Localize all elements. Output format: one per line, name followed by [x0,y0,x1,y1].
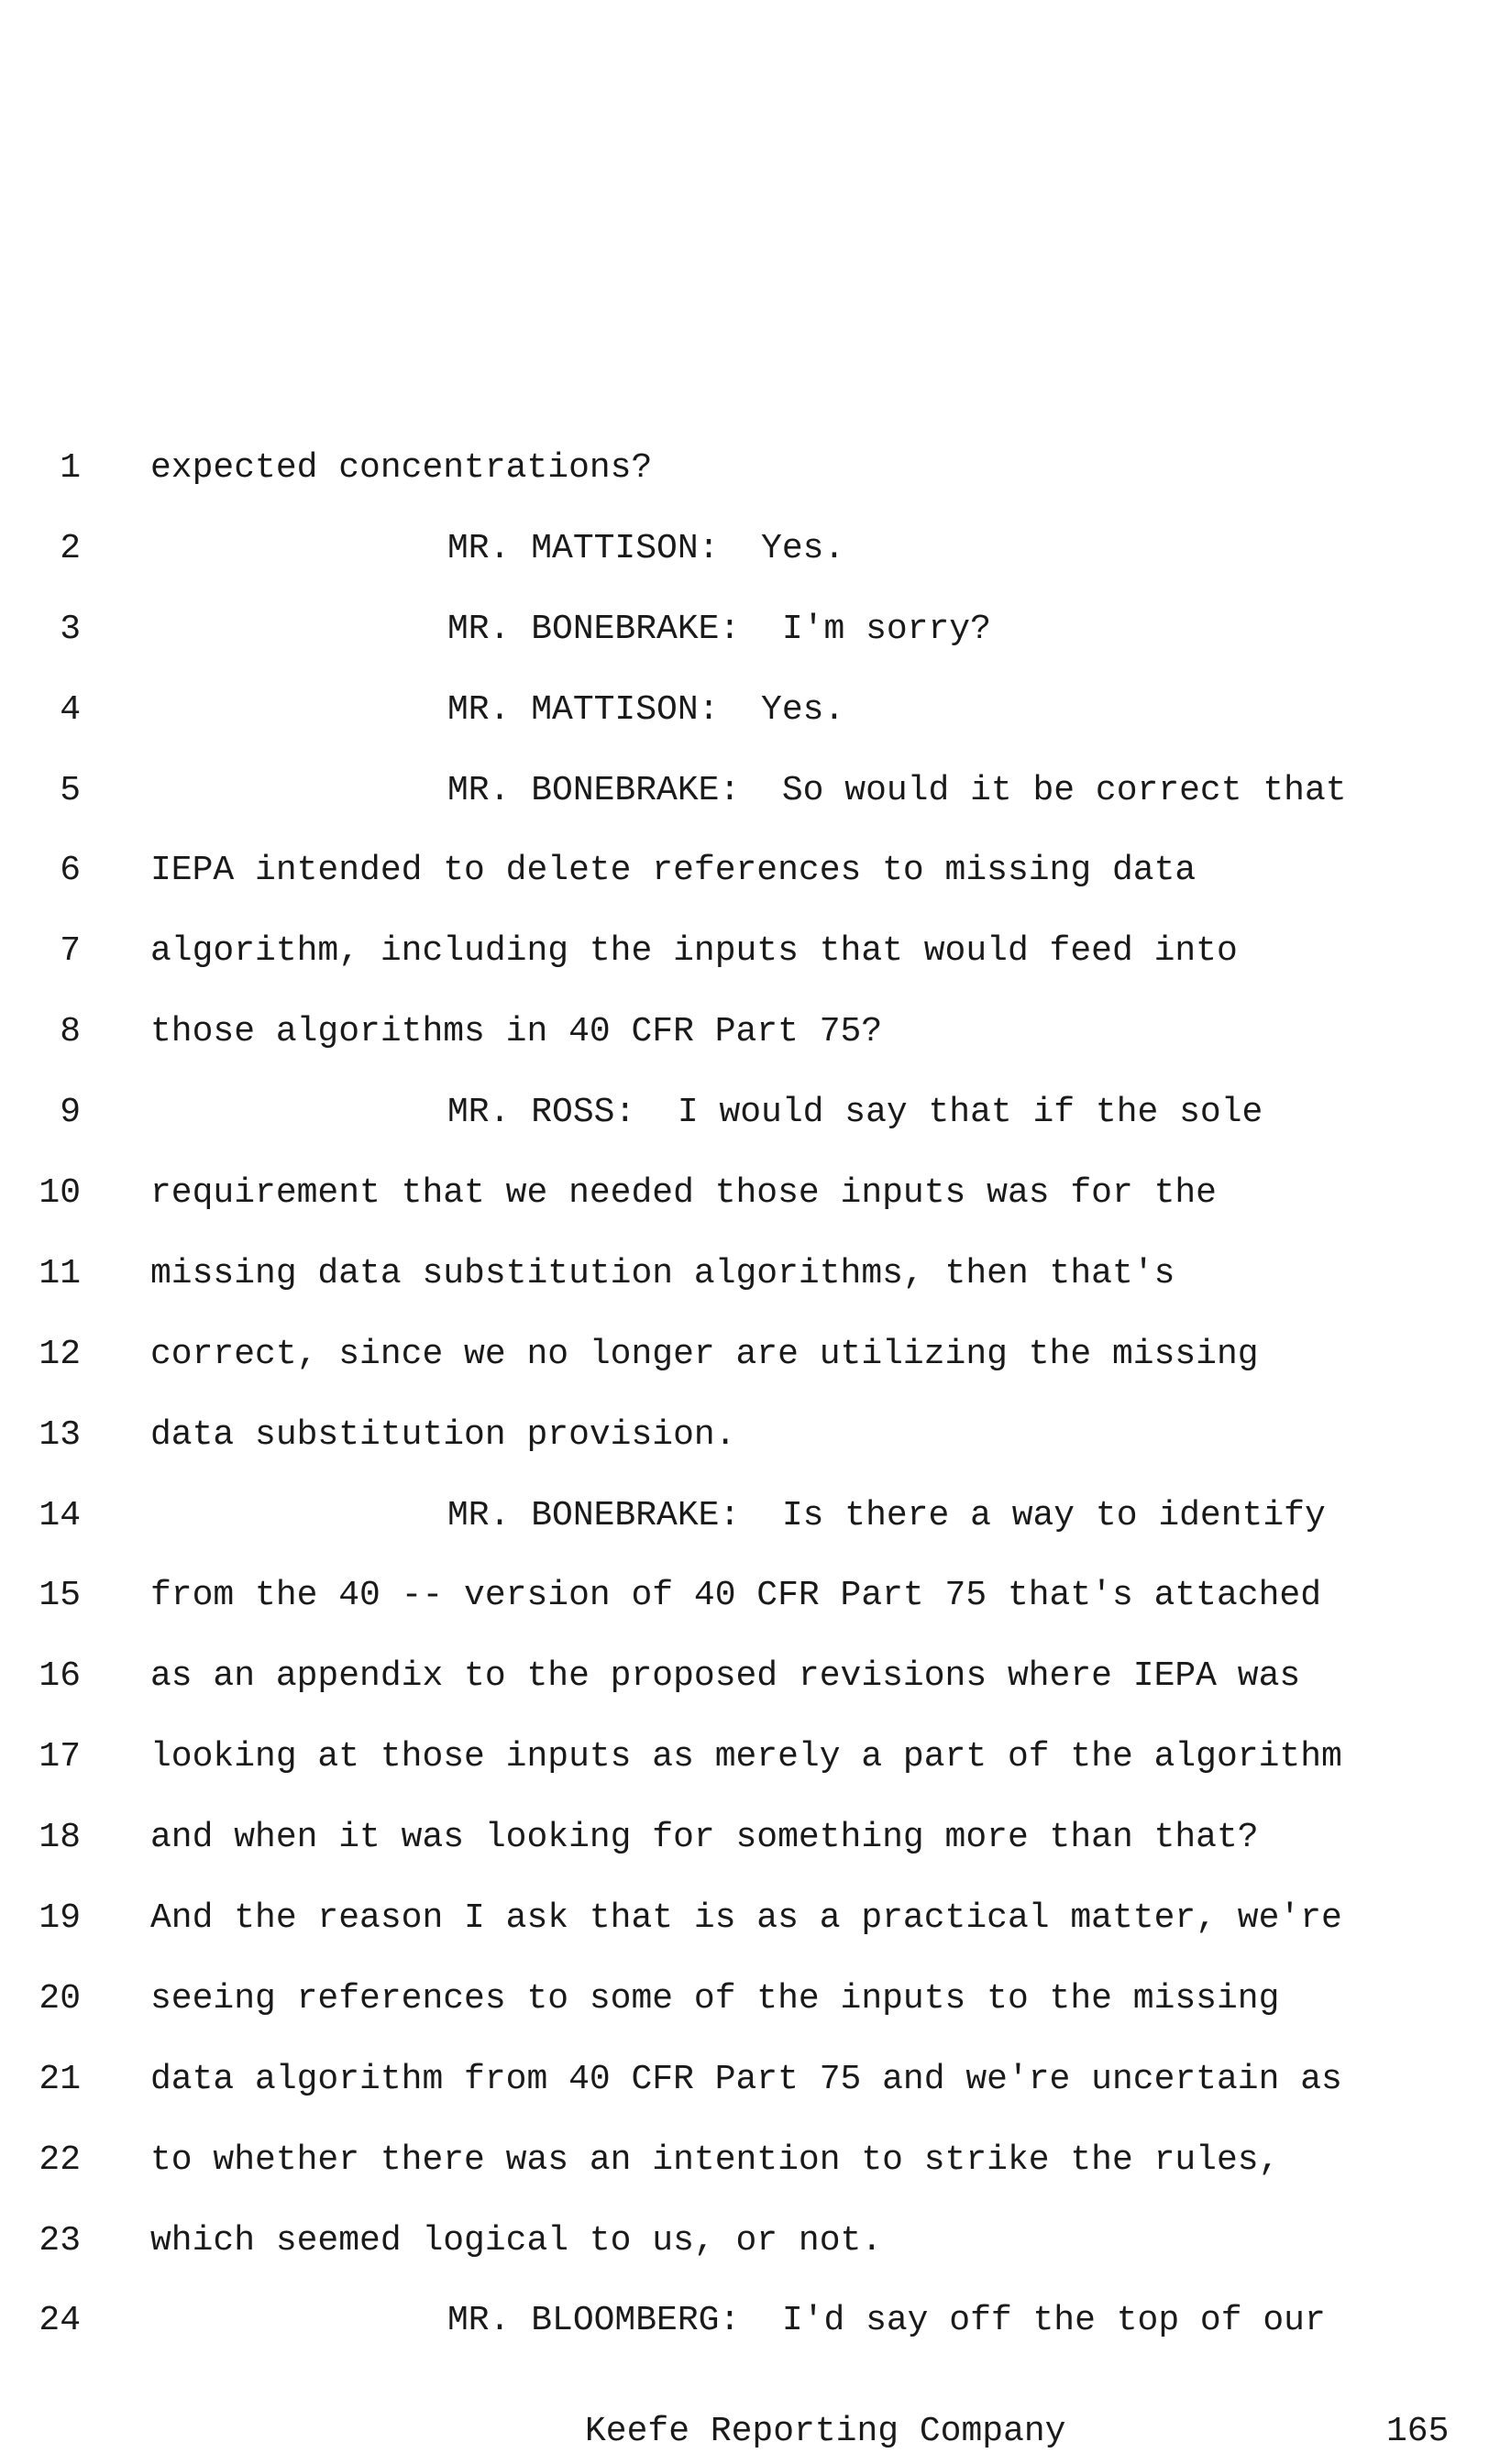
transcript-line [0,1486,1511,1567]
line-text: as an appendix to the proposed revisions where IEPA was [150,1656,1301,1697]
line-number: 6 [60,851,81,891]
line-number: 3 [60,609,81,649]
line-number: 23 [39,2220,81,2260]
line-number: 11 [39,1253,81,1293]
transcript-line [0,1566,1511,1646]
transcript-line [0,1969,1511,2050]
transcript-line [0,1405,1511,1486]
footer-company-name: Keefe Reporting Company [585,2412,1066,2451]
transcript-line [0,1083,1511,1163]
line-text: MR. BONEBRAKE: So would it be correct that [447,770,1347,810]
line-text: algorithm, including the inputs that would feed into [150,931,1238,972]
line-text: And the reason I ask that is as a practical matter, we're [150,1898,1342,1939]
line-text: which seemed logical to us, or not. [150,2220,883,2260]
transcript-line [0,1163,1511,1244]
line-text: MR. MATTISON: Yes. [447,528,845,568]
transcript-line [0,2130,1511,2211]
line-number: 1 [60,448,81,488]
line-text: IEPA intended to delete references to missing data [150,851,1197,891]
transcript-lines [0,438,1511,2371]
transcript-line [0,761,1511,842]
transcript-line [0,1646,1511,1727]
line-text: looking at those inputs as merely a part of the algorithm [150,1737,1342,1777]
transcript-line [0,680,1511,761]
transcript-line [0,1808,1511,1888]
page-number: 165 [1386,2412,1450,2451]
line-number: 4 [60,689,81,730]
transcript-line [0,1888,1511,1969]
line-number: 7 [60,931,81,972]
line-text: MR. BLOOMBERG: I'd say off the top of our [447,2301,1326,2341]
line-number: 20 [39,1978,81,2018]
line-text: expected concentrations? [150,448,653,488]
line-number: 2 [60,528,81,568]
transcript-line [0,921,1511,1002]
transcript-line [0,1002,1511,1083]
line-number: 22 [39,2140,81,2180]
line-number: 8 [60,1012,81,1052]
line-number: 13 [39,1414,81,1455]
line-text: from the 40 -- version of 40 CFR Part 75 that's attached [150,1576,1322,1616]
transcript-line [0,841,1511,921]
line-text: data substitution provision. [150,1414,736,1455]
line-text: and when it was looking for something more than that? [150,1818,1259,1858]
line-text: those algorithms in 40 CFR Part 75? [150,1012,883,1052]
line-number: 5 [60,770,81,810]
line-number: 15 [39,1576,81,1616]
line-text: requirement that we needed those inputs was for the [150,1173,1217,1214]
line-text: data algorithm from 40 CFR Part 75 and we're uncertain as [150,2059,1342,2099]
transcript-line [0,1325,1511,1405]
line-number: 14 [39,1495,81,1535]
transcript-line [0,600,1511,680]
transcript-line [0,438,1511,519]
transcript-line [0,2291,1511,2371]
line-text: to whether there was an intention to strike the rules, [150,2140,1280,2180]
line-text: MR. MATTISON: Yes. [447,689,845,730]
line-number: 24 [39,2301,81,2341]
line-number: 10 [39,1173,81,1214]
line-text: MR. ROSS: I would say that if the sole [447,1093,1263,1133]
line-text: correct, since we no longer are utilizing the missing [150,1334,1259,1374]
line-text: MR. BONEBRAKE: I'm sorry? [447,609,991,649]
line-number: 16 [39,1656,81,1697]
line-number: 19 [39,1898,81,1939]
line-text: MR. BONEBRAKE: Is there a way to identify [447,1495,1326,1535]
line-number: 9 [60,1093,81,1133]
line-number: 21 [39,2059,81,2099]
line-text: seeing references to some of the inputs to the missing [150,1978,1280,2018]
transcript-line [0,1244,1511,1325]
line-number: 12 [39,1334,81,1374]
transcript-line [0,519,1511,600]
transcript-line [0,2050,1511,2130]
transcript-line [0,1727,1511,1808]
line-number: 17 [39,1737,81,1777]
line-number: 18 [39,1818,81,1858]
line-text: missing data substitution algorithms, then that's [150,1253,1175,1293]
transcript-line [0,2211,1511,2292]
